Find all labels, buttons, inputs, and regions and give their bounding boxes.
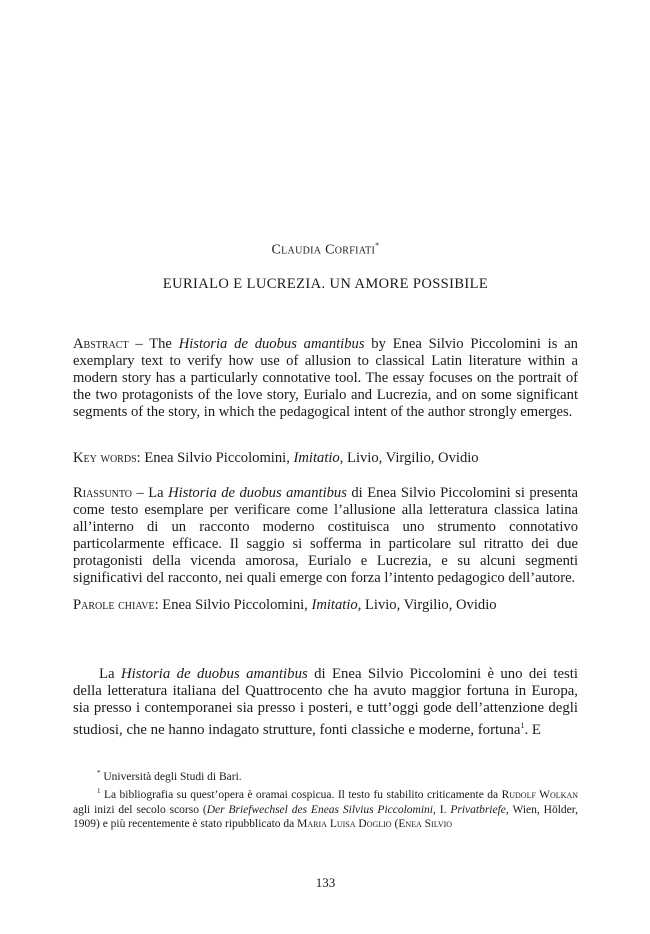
riassunto-dash: – La [132, 485, 169, 501]
footnote-star-mark: * [97, 769, 101, 777]
footnote-1-name-doglio: Maria Luisa Doglio [297, 818, 392, 831]
footnote-1-text-b: agli inizi del secolo scorso ( [73, 803, 207, 816]
footnote-star [73, 766, 578, 784]
footnote-1-text-e: ( [391, 818, 399, 831]
body-paragraph [73, 666, 578, 739]
footnote-1-italic-briefwechsel: Der Briefwechsel des Eneas Silvius Piccolomini [206, 803, 433, 816]
riassunto-work-title: Historia de duobus amantibus [168, 485, 347, 501]
abstract-work-title: Historia de duobus amantibus [178, 336, 365, 352]
body-footnote-ref: 1 [520, 721, 525, 730]
keywords-line [73, 450, 578, 467]
keywords-italic: Imitatio [293, 450, 340, 466]
body-work-title: Historia de duobus amantibus [120, 666, 308, 682]
author-name [73, 241, 578, 259]
author-text: Claudia Corfiati [271, 242, 376, 258]
abstract-label: Abstract [73, 336, 129, 352]
body-tail: . E [524, 721, 541, 738]
footnotes [73, 766, 578, 832]
parole-chiave-line [73, 597, 578, 614]
body-start: La [99, 666, 121, 682]
footnote-star-text: Università degli Studi di Bari. [103, 770, 242, 783]
article-title: EURIALO E LUCREZIA. UN AMORE POSSIBILE [162, 276, 489, 292]
abstract-text: by Enea Silvio Piccolomini is an exemplary text to verify how use of allusion to classical Latin literature within a modern story has a particularly connotative tool. The essay focuses on the portrait of the two protagonists of the love story, Eurialo and Lucrezia, and on some significant segments of the story, in which the pedagogical intent of the author strongly emerges. [73, 336, 578, 420]
footnote-1-text-d: , Wien, Hölder, 1909) e più recentemente è stato ripubblicato da [73, 803, 578, 831]
author-footnote-mark: * [375, 241, 380, 250]
footnote-1-italic-privatbriefe: Privatbriefe [450, 803, 506, 816]
riassunto-label: Riassunto [73, 485, 133, 501]
page-number: 133 [315, 875, 336, 890]
riassunto-text: di Enea Silvio Piccolomini si presenta come testo esemplare per verificare come l’allusione alla letteratura classica latina all’interno di un racconto moderno costituisca uno strumento connotativo particolarmente efficace. Il saggio si sofferma in particolare sul ritratto dei due protagonisti della vicenda amorosa, Eurialo e Lucrezia, e su alcuni segmenti significativi del racconto, nei quali emerge con forza l’intento pedagogico dell’autore. [73, 485, 578, 586]
keywords-label: Key words [73, 450, 137, 466]
parole-chiave-italic: Imitatio [311, 597, 358, 613]
footnote-1-text-c: , I. [433, 803, 451, 816]
abstract-paragraph [73, 336, 578, 421]
parole-chiave-label: Parole chiave [73, 597, 155, 613]
abstract-dash: – The [128, 336, 179, 352]
footnote-1 [73, 784, 578, 831]
riassunto-paragraph [73, 485, 578, 587]
footnote-1-mark: 1 [97, 787, 101, 796]
parole-chiave-text-before: : Enea Silvio Piccolomini, [154, 597, 312, 613]
keywords-text-before: : Enea Silvio Piccolomini, [136, 450, 294, 466]
footnote-1-name-wolkan: Rudolf Wolkan [501, 789, 579, 802]
parole-chiave-text-after: , Livio, Virgilio, Ovidio [357, 597, 497, 613]
footnote-1-text-a: La bibliografia su quest’opera è oramai cospicua. Il testo fu stabilito criticamente da [103, 789, 502, 802]
keywords-text-after: , Livio, Virgilio, Ovidio [339, 450, 479, 466]
body-text: di Enea Silvio Piccolomini è uno dei testi della letteratura italiana del Quattrocento che ha avuto maggior fortuna in Europa, sia presso i contemporanei sia presso i posteri, e tutt’oggi gode dell’attenzione degli studiosi, che ne hanno indagato strutture, fonti classiche e moderne, fortuna [73, 666, 578, 738]
footnote-1-name-enea: Enea Silvio [398, 818, 453, 831]
